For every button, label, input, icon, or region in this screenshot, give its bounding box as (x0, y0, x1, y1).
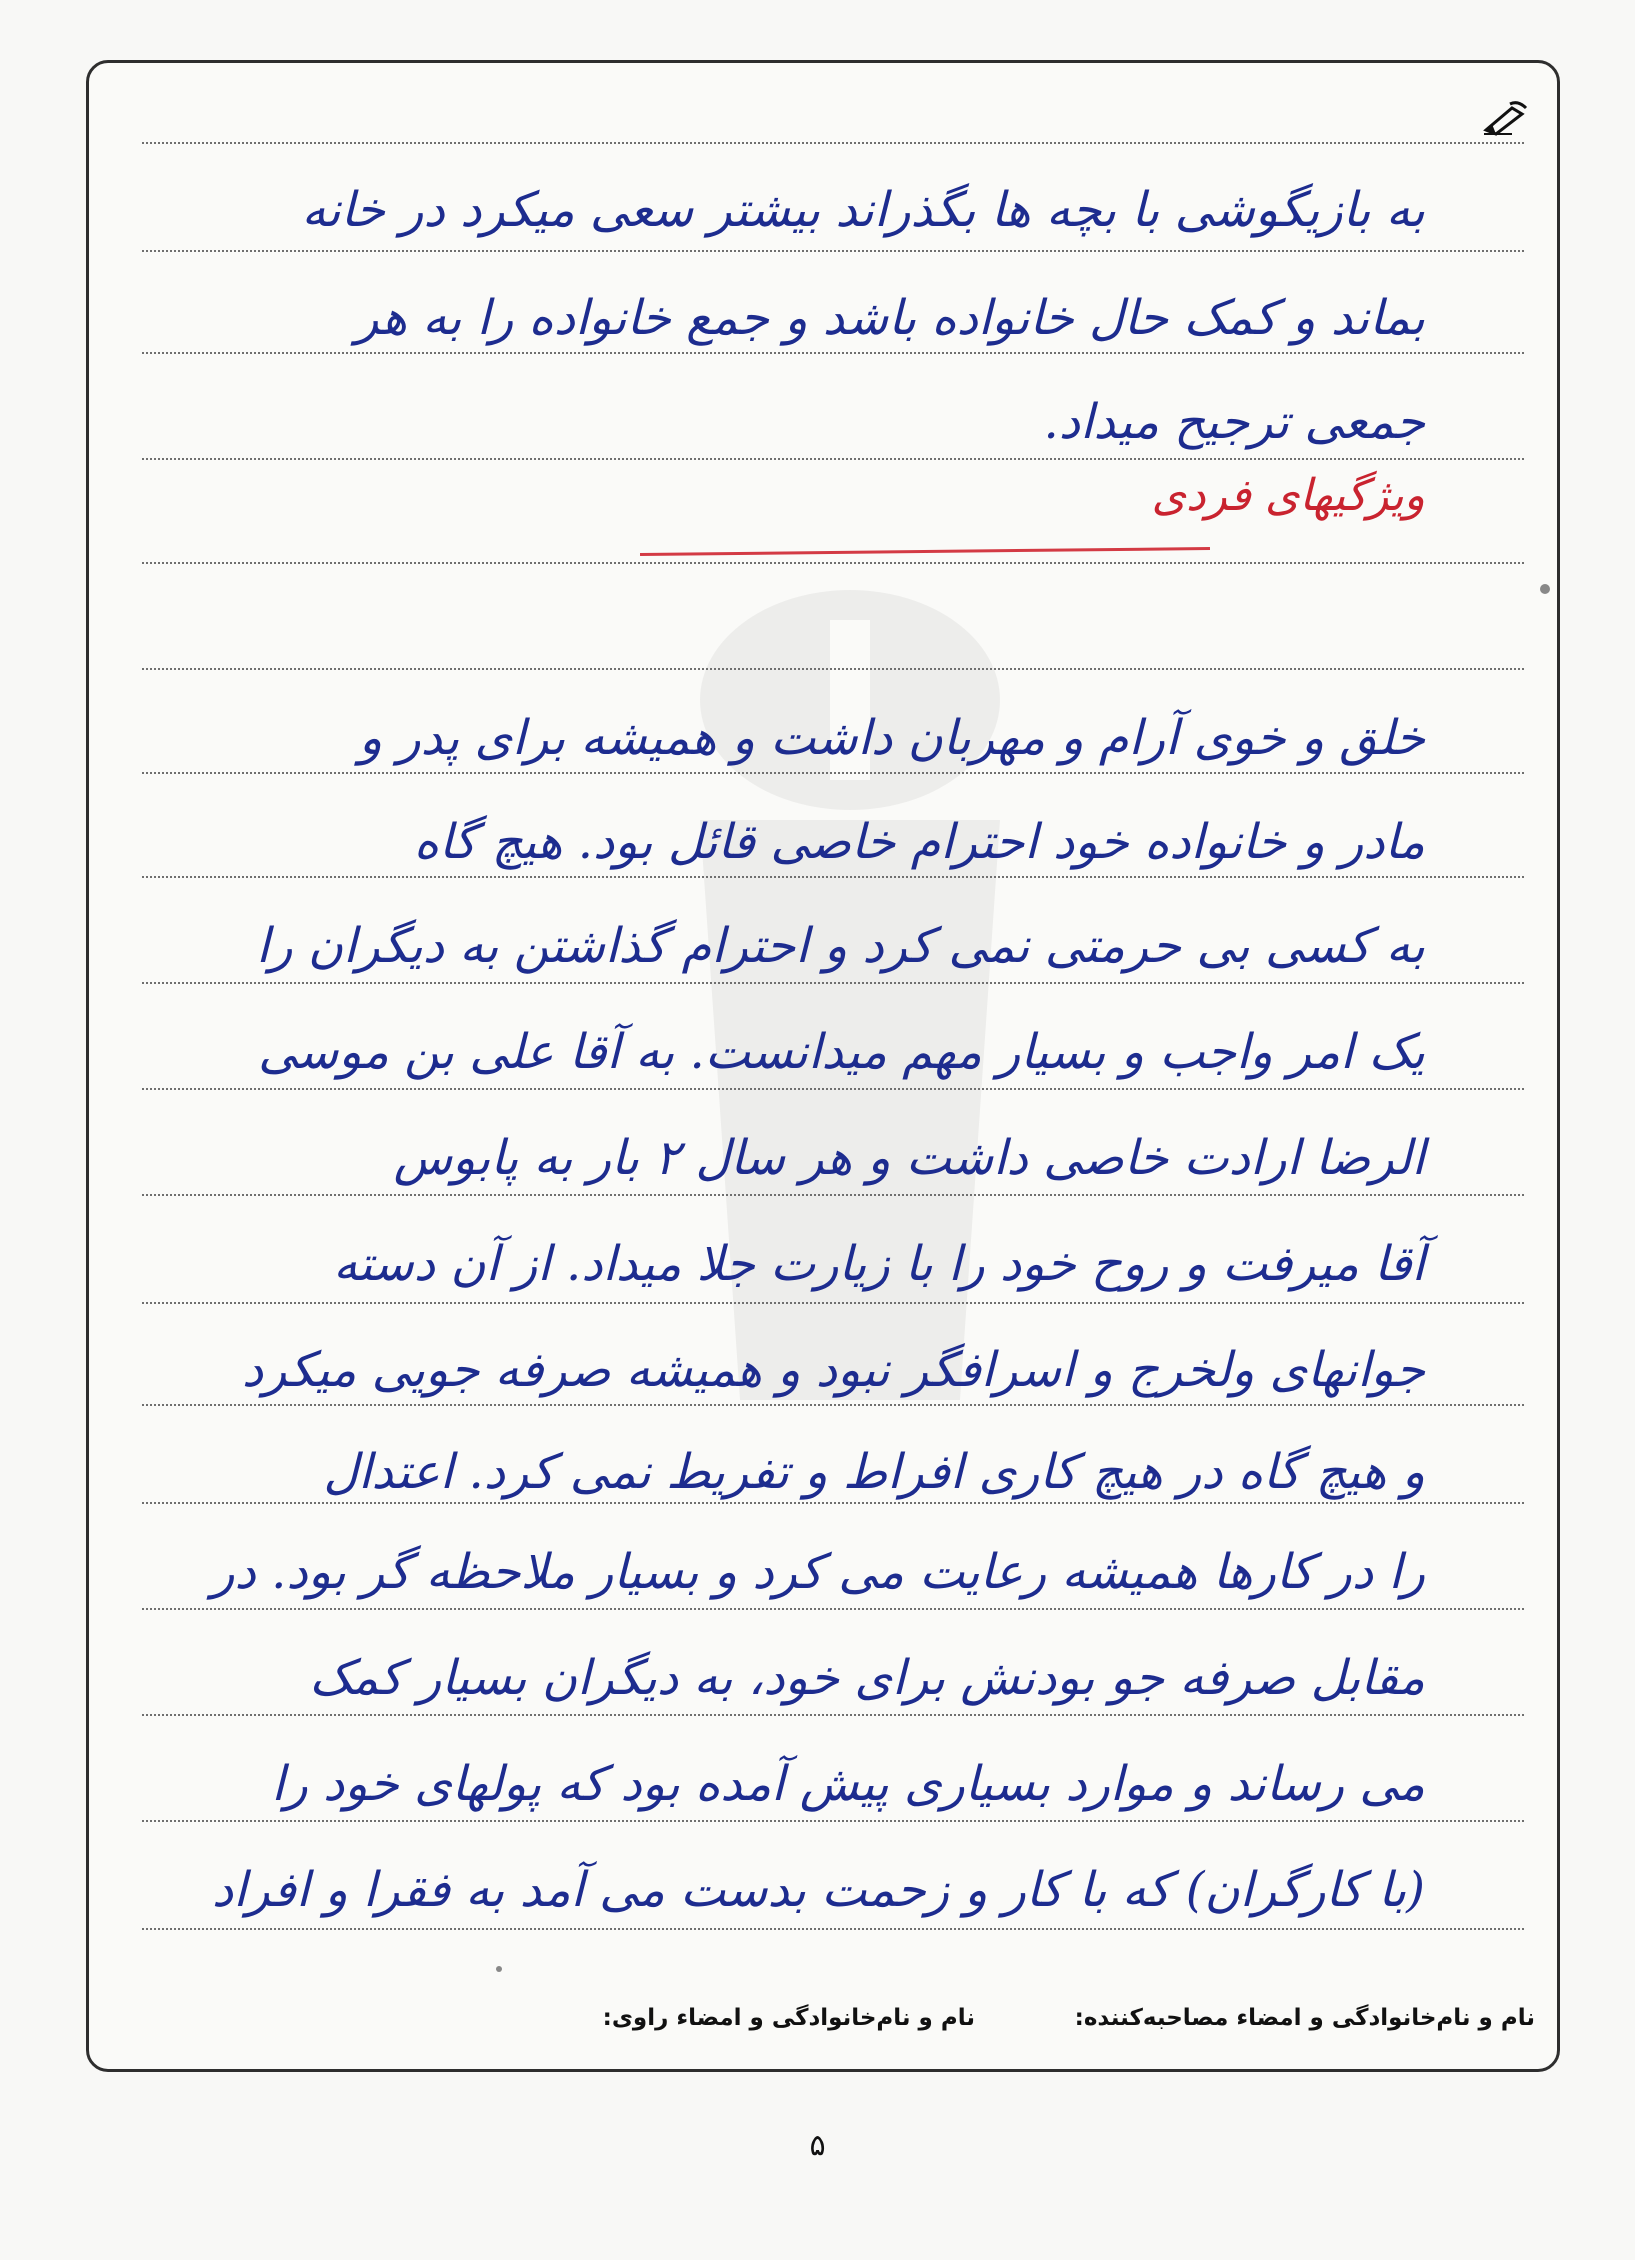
ruled-line (142, 1714, 1524, 1716)
ruled-line (142, 1502, 1524, 1504)
ruled-line (142, 142, 1524, 144)
ruled-line (142, 982, 1524, 984)
handwritten-line: یک امر واجب و بسیار مهم میدانست. به آقا علی بن موسی (258, 1024, 1425, 1080)
scan-speck (1540, 584, 1550, 594)
ruled-line (142, 1194, 1524, 1196)
section-heading: ویژگیهای فردی (1151, 470, 1425, 521)
handwritten-line: الرضا ارادت خاصی داشت و هر سال ۲ بار به پابوس (393, 1130, 1425, 1186)
ruled-line (142, 668, 1524, 670)
ruled-line (142, 562, 1524, 564)
handwritten-line: (با کارگران) که با کار و زحمت بدست می آمد به فقرا و افراد (211, 1862, 1425, 1918)
handwritten-line: آقا میرفت و روح خود را با زیارت جلا میداد. از آن دسته (333, 1236, 1425, 1292)
scan-speck (496, 1966, 502, 1972)
handwritten-line: مادر و خانواده خود احترام خاصی قائل بود. هیچ گاه (413, 814, 1425, 870)
interviewer-signature-label: نام و نام‌خانوادگی و امضاء مصاحبه‌کننده: (1074, 2005, 1535, 2031)
page-number: ۵ (809, 2128, 826, 2163)
signature-footer (110, 2005, 1535, 2045)
handwritten-line: مقابل صرفه جو بودنش برای خود، به دیگران بسیار کمک (309, 1650, 1425, 1706)
ruled-line (142, 1302, 1524, 1304)
pen-icon (1482, 100, 1528, 136)
ruled-line (142, 1608, 1524, 1610)
ruled-line (142, 1088, 1524, 1090)
ruled-line (142, 1820, 1524, 1822)
ruled-line (142, 1928, 1524, 1930)
handwritten-line: جوانهای ولخرج و اسرافگر نبود و همیشه صرفه جویی میکرد (241, 1342, 1425, 1398)
ruled-line (142, 876, 1524, 878)
ruled-line (142, 352, 1524, 354)
handwritten-line: جمعی ترجیح میداد. (1043, 394, 1425, 450)
ruled-line (142, 1404, 1524, 1406)
ruled-line (142, 772, 1524, 774)
handwritten-line: به کسی بی حرمتی نمی کرد و احترام گذاشتن به دیگران را (256, 918, 1425, 974)
ruled-line (142, 458, 1524, 460)
handwritten-line: و هیچ گاه در هیچ کاری افراط و تفریط نمی کرد. اعتدال (323, 1444, 1425, 1500)
ruled-line (142, 250, 1524, 252)
handwritten-line: را در کارها همیشه رعایت می کرد و بسیار ملاحظه گر بود. در (211, 1544, 1425, 1600)
handwritten-line: می رساند و موارد بسیاری پیش آمده بود که پولهای خود را (271, 1756, 1425, 1812)
narrator-signature-label: نام و نام‌خانوادگی و امضاء راوی: (602, 2005, 975, 2031)
handwritten-line: بماند و کمک حال خانواده باشد و جمع خانواده را به هر (355, 290, 1425, 346)
handwritten-line: به بازیگوشی با بچه ها بگذراند بیشتر سعی میکرد در خانه (301, 182, 1425, 238)
handwritten-line: خلق و خوی آرام و مهربان داشت و همیشه برای پدر و (359, 710, 1425, 766)
